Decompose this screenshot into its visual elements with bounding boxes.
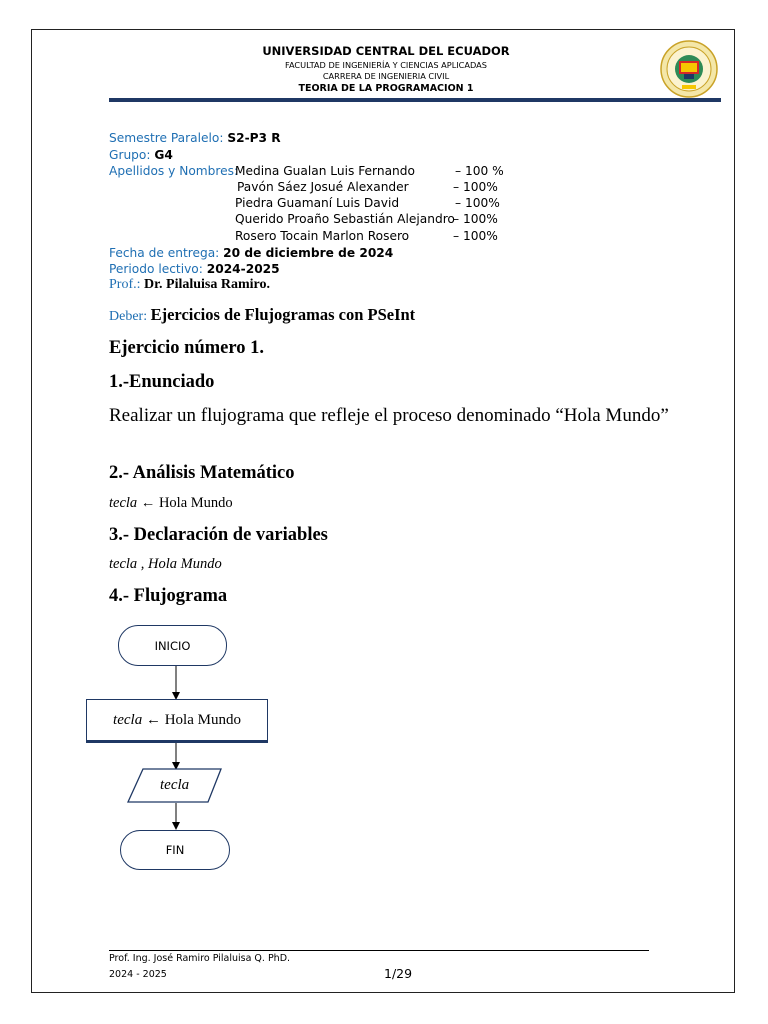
header-faculty: FACULTAD DE INGENIERÍA Y CIENCIAS APLICADAS: [285, 60, 487, 70]
semester-value: S2-P3 R: [227, 131, 281, 145]
names-label: Apellidos y Nombres:: [109, 164, 239, 178]
math-variable: tecla: [109, 495, 138, 511]
section-1-title: 1.-Enunciado: [109, 372, 215, 392]
assignment-label: Deber:: [109, 309, 148, 324]
semester-label: Semestre Paralelo:: [109, 131, 224, 145]
professor-value: Dr. Pilaluisa Ramiro.: [144, 277, 271, 292]
process-box: [86, 699, 268, 741]
math-value: Hola Mundo: [158, 495, 233, 511]
member-percentage: – 100%: [453, 229, 498, 243]
date-label: Fecha de entrega:: [109, 246, 220, 260]
period-label: Periodo lectivo:: [109, 262, 203, 276]
assign-arrow: ←: [140, 495, 156, 511]
end-terminal: FIN: [120, 830, 230, 870]
member-name: Rosero Tocain Marlon Rosero: [235, 229, 410, 243]
page-number: 1/29: [384, 966, 413, 981]
variable-declaration: tecla , Hola Mundo: [109, 556, 222, 572]
group-value: G4: [154, 148, 173, 162]
member-percentage: – 100%: [455, 196, 500, 210]
section-2-title: 2.- Análisis Matemático: [109, 463, 295, 483]
date-value: 20 de diciembre de 2024: [223, 246, 394, 260]
period-value: 2024-2025: [206, 262, 280, 276]
member-name: Querido Proaño Sebastián Alejandro: [235, 212, 455, 226]
member-name: Medina Gualan Luis Fernando: [235, 164, 415, 178]
section-4-title: 4.- Flujograma: [109, 586, 228, 606]
member-percentage: – 100%: [453, 212, 498, 226]
header-university: UNIVERSIDAD CENTRAL DEL ECUADOR: [262, 44, 510, 58]
start-terminal: INICIO: [118, 625, 227, 666]
process-value: Hola Mundo: [164, 711, 241, 728]
member-percentage: – 100%: [453, 180, 498, 194]
section-3-title: 3.- Declaración de variables: [109, 525, 328, 545]
member-name: Piedra Guamaní Luis David: [235, 196, 400, 210]
footer-professor: Prof. Ing. José Ramiro Pilaluisa Q. PhD.: [109, 953, 291, 964]
header-career: CARRERA DE INGENIERIA CIVIL: [322, 71, 450, 81]
exercise-title: Ejercicio número 1.: [109, 338, 264, 358]
footer-year: 2024 - 2025: [109, 969, 167, 980]
output-label: tecla: [160, 777, 190, 793]
member-percentage: – 100 %: [455, 164, 504, 178]
header-course: TEORIA DE LA PROGRAMACION 1: [298, 83, 474, 94]
process-arrow: ←: [145, 711, 161, 728]
assignment-value: Ejercicios de Flujogramas con PSeInt: [150, 305, 416, 324]
process-variable: tecla: [113, 711, 143, 728]
section-1-text: Realizar un flujograma que refleje el proceso denominado “Hola Mundo”: [109, 405, 669, 426]
group-label: Grupo:: [109, 148, 151, 162]
footer-rule: [109, 950, 649, 951]
member-name: Pavón Sáez Josué Alexander: [237, 180, 409, 194]
professor-label: Prof.:: [109, 277, 141, 292]
